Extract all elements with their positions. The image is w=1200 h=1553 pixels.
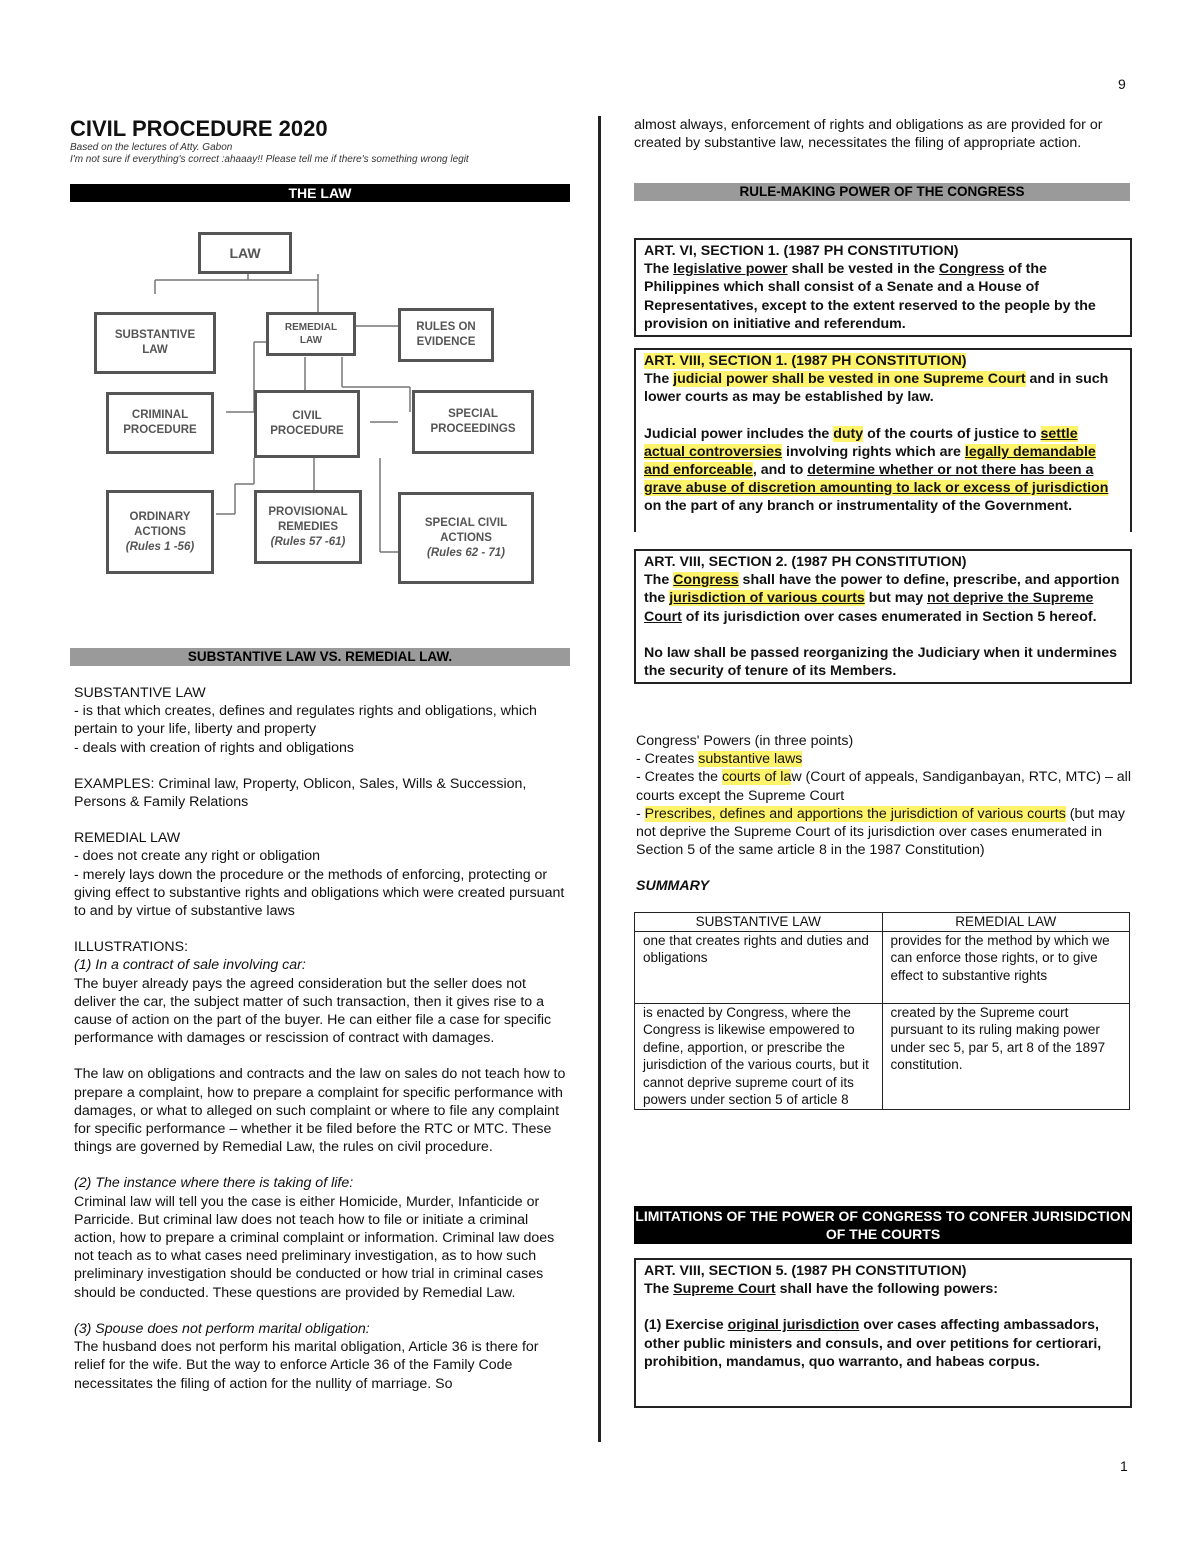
highlighted-text: ART. VIII, SECTION 1. (1987 PH CONSTITUTION) xyxy=(644,353,967,369)
illustration-1-text-2: The law on obligations and contracts and the law on sales do not teach how to prepare a complaint, how to prepare a complaint for specific performance with damages, or what to alleged on such complaint or where to file any complaint for specific performance – whether it be filed before the RTC or MTC. These things are governed by Remedial Law, the rules on civil procedure. xyxy=(74,1066,566,1156)
node-provisional-remedies xyxy=(254,490,362,564)
text: (1) Exercise xyxy=(644,1317,728,1334)
underlined-text: not deprive the Supreme Court xyxy=(644,590,1094,625)
node-label: LAW xyxy=(299,335,323,346)
art-viii-sec-5-box xyxy=(634,1258,1132,1408)
text: - Creates the xyxy=(636,769,722,786)
substantive-law-title: SUBSTANTIVE LAW xyxy=(74,685,206,701)
highlighted-text: legally demandable and enforceable xyxy=(644,443,1096,479)
subtitle-disclaimer: I'm not sure if everything's correct :ahaaay!! Please tell me if there's something wrong legit xyxy=(70,154,469,165)
node-label: RULES ON xyxy=(416,321,476,333)
text: shall have the power to define, prescribe, and apportion the xyxy=(644,572,1120,607)
node-label: REMEDIES xyxy=(277,520,339,533)
box-heading: ART. VI, SECTION 1. (1987 PH CONSTITUTION) xyxy=(644,243,959,259)
power-3 xyxy=(636,805,1132,860)
box-heading xyxy=(644,352,1122,370)
right-column xyxy=(634,116,1130,201)
congress-powers xyxy=(636,732,1132,896)
rule-making-header: RULE-MAKING POWER OF THE CONGRESS xyxy=(634,183,1130,201)
node-label: LAW xyxy=(142,344,168,356)
power-2 xyxy=(636,768,1132,804)
remedial-law-title: REMEDIAL LAW xyxy=(74,830,181,847)
table-cell: created by the Supreme court pursuant to its ruling making power under sec 5, par 5, art 8 of the 1897 constitution. xyxy=(882,1003,1130,1109)
text: The xyxy=(644,1281,674,1298)
text: involving rights which are xyxy=(782,443,965,460)
highlighted-text: duty xyxy=(833,425,864,442)
node-label: (Rules 62 - 71) xyxy=(427,546,505,559)
illustration-3-title: (3) Spouse does not perform marital obligation: xyxy=(74,1320,370,1337)
text: but may xyxy=(864,590,928,607)
box-heading: ART. VIII, SECTION 5. (1987 PH CONSTITUTION) xyxy=(644,1263,967,1279)
node-label: SPECIAL xyxy=(448,408,498,420)
node-label: EVIDENCE xyxy=(416,336,476,348)
left-column-body xyxy=(70,648,570,1393)
node-ordinary-actions xyxy=(106,490,214,574)
node-law xyxy=(198,232,292,274)
text: - xyxy=(636,805,645,822)
underlined-text: original jurisdiction xyxy=(727,1317,860,1334)
text: of the courts of justice to xyxy=(863,425,1041,442)
highlighted-text: grave abuse of discretion amounting to lack or excess of jurisdiction xyxy=(644,480,1109,497)
box-text-2 xyxy=(644,1316,1122,1371)
node-label: PROCEDURE xyxy=(270,425,344,437)
page-number-bottom: 1 xyxy=(1120,1458,1128,1474)
table-cell: one that creates rights and duties and obligations xyxy=(635,931,883,1003)
node-label: ACTIONS xyxy=(134,525,186,538)
summary-title: SUMMARY xyxy=(636,878,710,895)
box-heading: ART. VIII, SECTION 2. (1987 PH CONSTITUTION) xyxy=(644,554,967,570)
node-label: PROVISIONAL xyxy=(268,505,348,518)
left-column xyxy=(70,116,570,202)
text: (but may not deprive the Supreme Court of its jurisdiction over cases enumerated in Section 5 of the same article 8 in the 1987 Constitution) xyxy=(636,805,1125,859)
node-label: REMEDIAL xyxy=(284,322,338,333)
the-law-header: THE LAW xyxy=(70,184,570,202)
node-label: CIVIL xyxy=(292,410,322,422)
law-hierarchy-diagram xyxy=(80,222,560,592)
underlined-text: Congress xyxy=(938,261,1005,278)
subtitle-lecturer: Based on the lectures of Atty. Gabon xyxy=(70,142,233,153)
text: - Creates xyxy=(636,751,699,768)
box-text-2: No law shall be passed reorganizing the Judiciary when it undermines the security of tenure of its Members. xyxy=(644,644,1118,680)
table-row xyxy=(635,1003,1130,1109)
col-header-remedial: REMEDIAL LAW xyxy=(882,913,1130,932)
underlined-text: determine whether or not there has been a xyxy=(807,462,1094,479)
substantive-law-def-1: - is that which creates, defines and regulates rights and obligations, which pertain to your life, liberty and property xyxy=(74,703,537,738)
underlined-text: legislative power xyxy=(673,261,788,278)
node-label: PROCEDURE xyxy=(123,424,197,436)
node-remedial-law xyxy=(266,312,356,356)
powers-title: Congress' Powers (in three points) xyxy=(636,733,854,749)
box-text xyxy=(644,571,1122,626)
table-row xyxy=(635,931,1130,1003)
table-cell: is enacted by Congress, where the Congress is likewise empowered to define, apportion, or prescribe the jurisdiction of the various courts, but it cannot deprive supreme court of its powers under section 5 of article 8 xyxy=(635,1003,883,1109)
text: The xyxy=(644,572,674,589)
text: on the part of any branch or instrumentality of the Government. xyxy=(644,498,1073,515)
summary-table-wrap xyxy=(634,912,1130,1110)
illustration-1-title: (1) In a contract of sale involving car: xyxy=(74,957,306,974)
text: shall be vested in the xyxy=(787,261,939,278)
node-substantive-law xyxy=(94,312,216,374)
box-text xyxy=(644,260,1122,333)
text: The xyxy=(644,261,674,278)
box-text-2 xyxy=(644,425,1122,516)
highlighted-text: Congress xyxy=(673,572,739,589)
text: over cases affecting ambassadors, other public ministers and consuls, and over petitions for certiorari, prohibition, mandamus, quo warranto, and habeas corpus. xyxy=(644,1317,1102,1370)
node-civil-procedure xyxy=(254,390,360,458)
column-divider xyxy=(598,116,601,1442)
text: Judicial power includes the xyxy=(644,425,834,442)
illustration-2-text: Criminal law will tell you the case is either Homicide, Murder, Infanticide or Parricide. But criminal law does not teach how to file or initiate a criminal action, how to prepare a criminal complaint or information. Criminal law does not teach as to what cases need preliminary investigation, as to how such preliminary investigation should be conducted or how trial in criminal cases should be conducted. These questions are provided by Remedial Law. xyxy=(74,1193,555,1301)
text: shall have the following powers: xyxy=(775,1281,998,1298)
art-viii-sec-2-box xyxy=(634,549,1132,684)
node-label: (Rules 57 -61) xyxy=(270,535,346,548)
node-law-label: LAW xyxy=(229,244,261,261)
highlighted-text: courts of la xyxy=(721,769,792,786)
summary-table xyxy=(634,912,1130,1110)
underlined-text: Supreme Court xyxy=(673,1281,776,1298)
node-label: SPECIAL CIVIL xyxy=(424,516,508,529)
document-title: CIVIL PROCEDURE 2020 xyxy=(70,116,328,141)
text: The xyxy=(644,371,674,388)
remedial-law-def-1: - does not create any right or obligation xyxy=(74,848,321,865)
node-label: ACTIONS xyxy=(440,531,492,544)
remedial-law-def-2: - merely lays down the procedure or the methods of enforcing, protecting or giving effect to substantive rights and obligations which were created pursuant to and by virtue of substantive laws xyxy=(74,866,565,920)
box-text xyxy=(644,1280,1122,1298)
node-rules-on-evidence xyxy=(398,308,494,362)
examples: EXAMPLES: Criminal law, Property, Oblicon, Sales, Wills & Succession, Persons & Family Relations xyxy=(74,775,527,811)
illustration-1-text: The buyer already pays the agreed consideration but the seller does not deliver the car, the subject matter of such transaction, then it gives rise to a cause of action on the part of the buyer. He can either file a case for specific performance with damages or rescission of contract with damages. xyxy=(74,975,552,1047)
page-number-top: 9 xyxy=(1118,76,1126,92)
art-viii-sec-1-box xyxy=(634,348,1132,532)
illustration-2-title: (2) The instance where there is taking of life: xyxy=(74,1175,354,1192)
table-cell: provides for the method by which we can enforce those rights, or to give effect to substantive rights xyxy=(882,931,1130,1003)
text: and in such lower courts as may be established by law. xyxy=(644,371,1109,406)
highlighted-text: jurisdiction of various courts xyxy=(669,590,865,607)
box-text xyxy=(644,370,1122,406)
substantive-vs-remedial-header: SUBSTANTIVE LAW VS. REMEDIAL LAW. xyxy=(70,648,570,666)
node-label: CRIMINAL xyxy=(131,409,189,421)
table-header-row xyxy=(635,913,1130,932)
art-vi-sec-1-box xyxy=(634,238,1132,337)
node-label: PROCEEDINGS xyxy=(430,423,516,435)
highlighted-text: substantive laws xyxy=(698,751,803,768)
text: of its jurisdiction over cases enumerated in Section 5 hereof. xyxy=(681,608,1097,625)
node-criminal-procedure xyxy=(106,392,214,454)
highlighted-text: Prescribes, defines and apportions the jurisdiction of various courts xyxy=(644,805,1066,822)
continuation-text: almost always, enforcement of rights and obligations as are provided for or created by substantive law, necessitates the filing of appropriate action. xyxy=(634,117,1103,152)
node-special-civil-actions xyxy=(398,492,534,584)
illustrations-title: ILLUSTRATIONS: xyxy=(74,939,189,956)
text: of the Philippines which shall consist of a Senate and a House of Representatives, except to the extent reserved to the people by the provision on initiative and referendum. xyxy=(644,261,1096,332)
node-label: SUBSTANTIVE xyxy=(114,329,196,341)
node-label: ORDINARY xyxy=(129,510,191,523)
node-special-proceedings xyxy=(412,390,534,454)
highlighted-text: judicial power shall be vested in one Supreme Court xyxy=(673,371,1026,388)
text: , and to xyxy=(752,462,808,479)
substantive-law-def-2: - deals with creation of rights and obligations xyxy=(74,739,354,756)
text: w (Court of appeals, Sandiganbayan, RTC, MTC) – all courts except the Supreme Court xyxy=(636,769,1131,804)
highlighted-text: settle actual controversies xyxy=(644,425,1078,460)
illustration-3-text: The husband does not perform his marital obligation, Article 36 is there for relief for the wife. But the way to enforce Article 36 of the Family Code necessitates the filing of action for the nullity of marriage. So xyxy=(74,1339,539,1392)
node-label: (Rules 1 -56) xyxy=(125,540,195,553)
power-1 xyxy=(636,750,1132,768)
col-header-substantive: SUBSTANTIVE LAW xyxy=(635,913,883,932)
limitations-header: LIMITATIONS OF THE POWER OF CONGRESS TO CONFER JURISIDCTION OF THE COURTS xyxy=(635,1208,1131,1242)
